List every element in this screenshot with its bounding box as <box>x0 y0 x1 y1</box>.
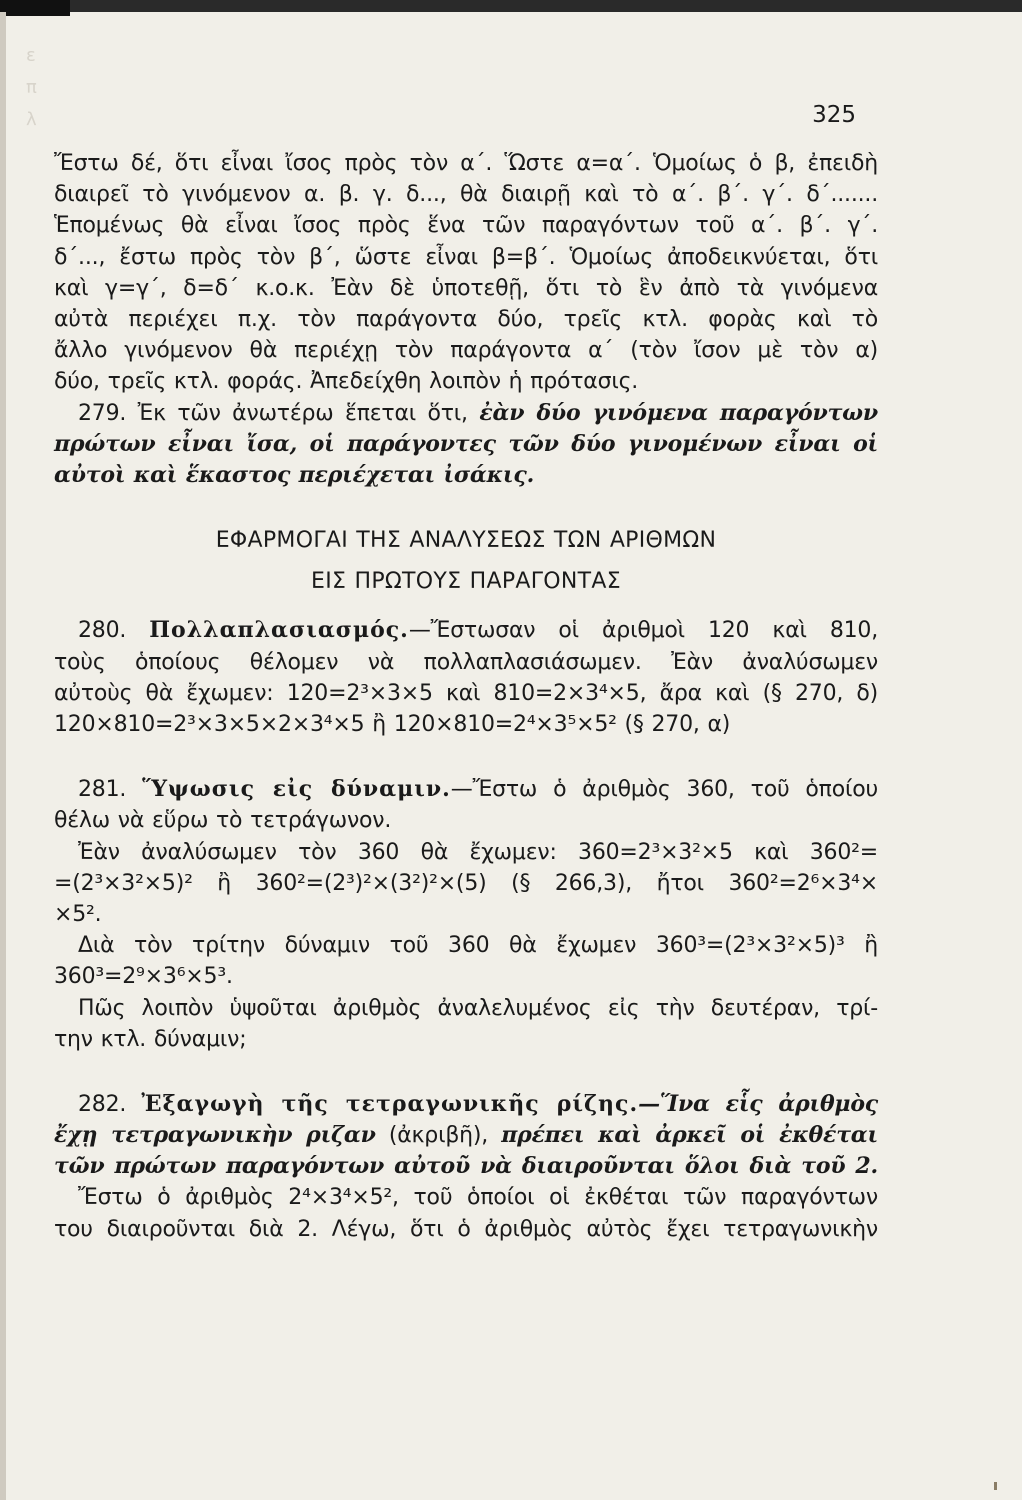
scan-left-edge <box>0 12 6 1500</box>
text-line <box>54 1089 878 1120</box>
text-line: του διαιροῦνται διὰ 2. Λέγω, ὅτι ὁ ἀριθμὸς αὐτὸς ἔχει τετραγωνικὴν <box>54 1216 878 1242</box>
text-line: Διὰ τὸν τρίτην δύναμιν τοῦ 360 θὰ ἔχωμεν 360³=(2³×3²×5)³ ἢ <box>78 933 878 959</box>
section-title: Πολλαπλασιασμός. <box>149 617 409 644</box>
paragraph-280 <box>54 615 878 740</box>
text-line: Ἐὰν ἀναλύσωμεν τὸν 360 θὰ ἔχωμεν: 360=2³×3²×5 καὶ 360²= <box>78 839 878 865</box>
text-run: (ἀκριβῆ), <box>388 1123 489 1149</box>
section-title: Ἐξαγωγὴ τῆς τετραγωνικῆς ρίζης. <box>141 1090 639 1117</box>
section-number: 280. <box>78 618 127 644</box>
text-run: —Ἔστω ὁ ἀριθμὸς 360, τοῦ ὁποίου <box>450 777 879 803</box>
heading-line: ΕΦΑΡΜΟΓΑΙ ΤΗΣ ΑΝΑΛΥΣΕΩΣ ΤΩΝ ΑΡΙΘΜΩΝ <box>215 528 717 554</box>
text-line: 120×810=2³×3×5×2×3⁴×5 ἢ 120×810=2⁴×3⁵×5² (§ 270, α) <box>54 712 731 737</box>
section-number: 282. <box>78 1091 127 1117</box>
text-line: Ἑπομένως θὰ εἶναι ἴσος πρὸς ἕνα τῶν παραγόντων τοῦ α΄. β΄. γ΄. <box>54 213 878 239</box>
text-line: Ἔστω ὁ ἀριθμὸς 2⁴×3⁴×5², τοῦ ὁποίοι οἱ ἐκθέται τῶν παραγόντων <box>78 1185 878 1211</box>
section-279-theorem: ἐὰν δύο γινόμενα παραγόντων <box>479 399 878 426</box>
section-number: 281. <box>78 777 127 803</box>
text-line <box>54 1151 878 1182</box>
bleed-through-marks: ε π λ <box>26 45 37 130</box>
text-line <box>54 429 878 460</box>
page-number: 325 <box>812 102 856 128</box>
text-line: δύο, τρεῖς κτλ. φοράς. Ἀπεδείχθη λοιπὸν ἡ πρότασις. <box>54 369 639 395</box>
text-line <box>54 398 878 429</box>
text-line: ×5². <box>54 901 102 927</box>
text-line: 360³=2⁹×3⁶×5³. <box>54 964 233 990</box>
scan-speck <box>994 1482 997 1490</box>
text-line: =(2³×3²×5)² ἢ 360²=(2³)²×(3²)²×(5) (§ 266,3), ἤτοι 360²=2⁶×3⁴× <box>54 870 878 896</box>
section-279-intro: 279. Ἐκ τῶν ἀνωτέρω ἕπεται ὅτι, <box>78 400 468 426</box>
section-279-theorem: αὐτοὶ καὶ ἕκαστος περιέχεται ἰσάκις. <box>54 461 535 488</box>
paragraph-proof <box>54 148 878 398</box>
text-line: καὶ γ=γ΄, δ=δ΄ κ.ο.κ. Ἐὰν δὲ ὑποτεθῇ, ὅτι τὸ ἓν ἀπὸ τὰ γινόμενα <box>54 275 878 301</box>
text-line: διαιρεῖ τὸ γινόμενον α. β. γ. δ..., θὰ διαιρῇ καὶ τὸ α΄. β΄. γ΄. δ΄....... <box>54 182 878 208</box>
paragraph-279 <box>54 398 878 492</box>
section-279-theorem: πρώτων εἶναι ἴσα, οἱ παράγοντες τῶν δύο γινομένων εἶναι οἱ <box>54 430 878 457</box>
text-line: την κτλ. δύναμιν; <box>54 1026 247 1052</box>
text-run: —Ἔστωσαν οἱ ἀριθμοὶ 120 καὶ 810, <box>408 618 879 644</box>
scan-corner-mark <box>0 0 70 16</box>
section-282-theorem: τῶν πρώτων παραγόντων αὐτοῦ νὰ διαιροῦνται ὅλοι διὰ τοῦ 2. <box>54 1153 878 1180</box>
text-line <box>54 615 878 646</box>
section-title: Ὕψωσις εἰς δύναμιν. <box>142 776 451 803</box>
paragraph-281 <box>54 774 878 1055</box>
chapter-heading <box>54 525 878 597</box>
section-282-theorem: —Ἵνα εἷς ἀριθμὸς <box>638 1090 878 1117</box>
text-line: Ἔστω δέ, ὅτι εἶναι ἴσος πρὸς τὸν α΄. Ὥστε α=α΄. Ὁμοίως ὁ β, ἐπειδὴ <box>54 151 878 176</box>
paragraph-282 <box>54 1089 878 1245</box>
text-line: θέλω νὰ εὕρω τὸ τετράγωνον. <box>54 808 392 834</box>
heading-line: ΕΙΣ ΠΡΩΤΟΥΣ ΠΑΡΑΓΟΝΤΑΣ <box>311 569 621 595</box>
text-line: τοὺς ὁποίους θέλομεν νὰ πολλαπλασιάσωμεν. Ἐὰν ἀναλύσωμεν <box>54 649 878 675</box>
text-line: Πῶς λοιπὸν ὑψοῦται ἀριθμὸς ἀναλελυμένος εἰς τὴν δευτέραν, τρί- <box>78 995 878 1021</box>
text-line: δ΄..., ἔστω πρὸς τὸν β΄, ὥστε εἶναι β=β΄. Ὁμοίως ἀποδεικνύεται, ὅτι <box>54 244 878 270</box>
scan-top-border <box>0 0 1022 12</box>
page-body <box>54 148 878 1245</box>
text-line: ἄλλο γινόμενον θὰ περιέχῃ τὸν παράγοντα α΄ (τὸν ἴσον μὲ τὸν α) <box>54 338 878 364</box>
text-line <box>54 1120 878 1151</box>
text-line <box>54 460 878 491</box>
text-line: αὐτοὺς θὰ ἔχωμεν: 120=2³×3×5 καὶ 810=2×3⁴×5, ἄρα καὶ (§ 270, δ) <box>54 680 878 706</box>
section-282-theorem: πρέπει καὶ ἀρκεῖ οἱ ἐκθέται <box>501 1122 878 1149</box>
section-282-theorem: ἔχῃ τετραγωνικὴν ριζαν <box>54 1122 376 1149</box>
text-line: αὐτὰ περιέχει π.χ. τὸν παράγοντα δύο, τρεῖς κτλ. φορὰς καὶ τὸ <box>54 306 878 332</box>
text-line <box>54 774 878 805</box>
